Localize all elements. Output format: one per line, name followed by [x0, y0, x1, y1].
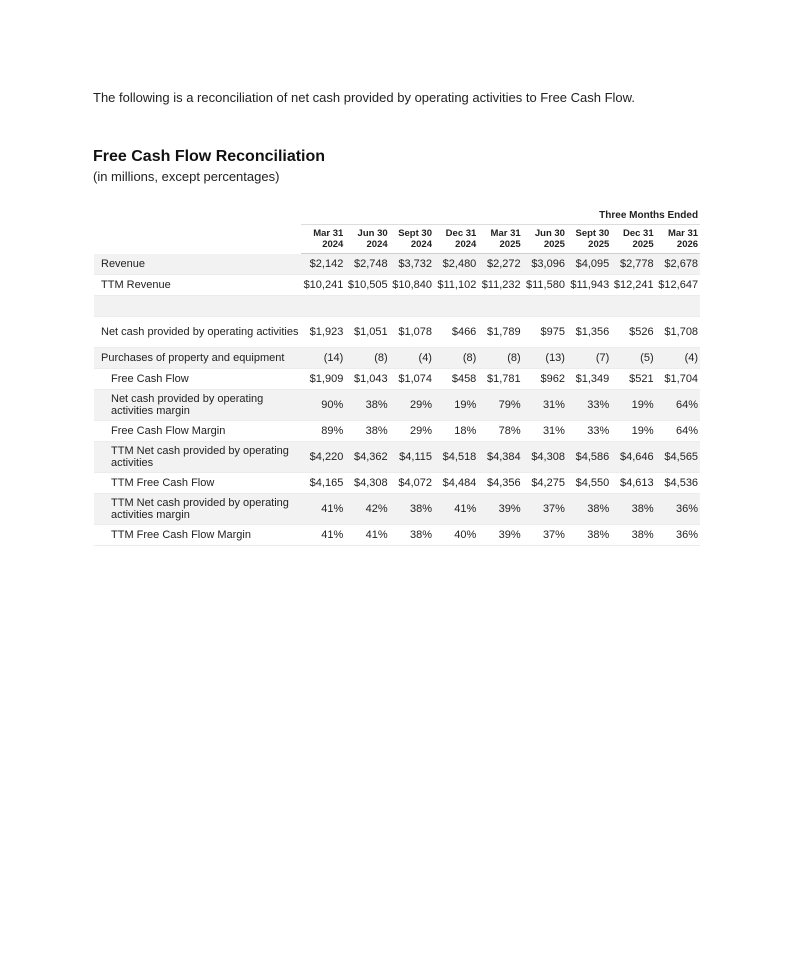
table-cell: [523, 296, 567, 317]
table-cell: [301, 296, 345, 317]
table-cell: 33%: [567, 390, 611, 421]
table-cell: [567, 296, 611, 317]
table-cell: 42%: [345, 494, 389, 525]
table-cell: $521: [611, 369, 655, 390]
table-cell: $1,078: [390, 317, 434, 348]
table-cell: $1,349: [567, 369, 611, 390]
table-cell: $2,480: [434, 254, 478, 275]
column-header-label-spacer: [94, 225, 301, 254]
table-cell: 39%: [478, 494, 522, 525]
table-cell: 38%: [390, 494, 434, 525]
table-cell: $3,732: [390, 254, 434, 275]
row-label: [94, 296, 301, 317]
table-cell: 38%: [567, 525, 611, 546]
table-cell: (4): [390, 348, 434, 369]
group-header-three-months-ended: Three Months Ended: [301, 206, 700, 225]
table-cell: $4,646: [611, 442, 655, 473]
fcf-reconciliation-table-container: [94, 206, 700, 546]
table-cell: $4,550: [567, 473, 611, 494]
table-cell: 19%: [611, 390, 655, 421]
column-header-month: Mar 31: [313, 228, 344, 239]
table-cell: $4,384: [478, 442, 522, 473]
row-label: Free Cash Flow Margin: [94, 421, 301, 442]
table-cell: $2,678: [656, 254, 700, 275]
table-cell: 90%: [301, 390, 345, 421]
column-header: [390, 225, 434, 254]
table-cell: [656, 296, 700, 317]
table-cell: $1,909: [301, 369, 345, 390]
table-cell: $4,308: [523, 442, 567, 473]
table-cell: 79%: [478, 390, 522, 421]
table-cell: $1,789: [478, 317, 522, 348]
column-header-year: 2025: [499, 239, 521, 250]
column-header: [523, 225, 567, 254]
column-header-month: Sept 30: [575, 228, 610, 239]
table-cell: $4,586: [567, 442, 611, 473]
page-title: Free Cash Flow Reconciliation: [93, 148, 326, 165]
intro-text: The following is a reconciliation of net cash provided by operating activities to Free Cash Flow.: [93, 90, 635, 105]
table-cell: 78%: [478, 421, 522, 442]
column-header-year: 2025: [632, 239, 654, 250]
table-cell: 41%: [345, 525, 389, 546]
column-header-month: Jun 30: [357, 228, 388, 239]
table-cell: 41%: [301, 525, 345, 546]
table-cell: $4,095: [567, 254, 611, 275]
table-cell: $4,308: [345, 473, 389, 494]
column-header: [301, 225, 345, 254]
table-cell: 29%: [390, 421, 434, 442]
table-cell: 37%: [523, 525, 567, 546]
table-cell: 31%: [523, 390, 567, 421]
table-cell: 33%: [567, 421, 611, 442]
table-cell: 38%: [345, 390, 389, 421]
table-cell: 36%: [656, 494, 700, 525]
table-cell: $4,613: [611, 473, 655, 494]
table-cell: $10,505: [345, 275, 389, 296]
table-cell: $962: [523, 369, 567, 390]
table-cell: $11,232: [478, 275, 522, 296]
column-header: [567, 225, 611, 254]
row-label: TTM Revenue: [94, 275, 301, 296]
table-cell: $4,165: [301, 473, 345, 494]
table-row-ttm-net-cash-operating-margin: [94, 494, 700, 525]
table-cell: 38%: [567, 494, 611, 525]
column-header: [478, 225, 522, 254]
table-cell: (5): [611, 348, 655, 369]
table-cell: $3,096: [523, 254, 567, 275]
table-cell: $4,362: [345, 442, 389, 473]
table-cell: 38%: [390, 525, 434, 546]
table-cell: (8): [434, 348, 478, 369]
column-header-year: 2025: [588, 239, 610, 250]
table-row-spacer: [94, 296, 700, 317]
table-cell: $466: [434, 317, 478, 348]
table-cell: $4,275: [523, 473, 567, 494]
table-cell: 19%: [611, 421, 655, 442]
table-cell: 38%: [611, 494, 655, 525]
table-cell: $4,484: [434, 473, 478, 494]
table-cell: $11,580: [523, 275, 567, 296]
column-header-year: 2026: [676, 239, 699, 250]
table-cell: $1,051: [345, 317, 389, 348]
table-cell: $1,043: [345, 369, 389, 390]
column-header-year: 2024: [322, 239, 344, 250]
table-cell: $12,241: [611, 275, 655, 296]
table-cell: $4,565: [656, 442, 700, 473]
table-cell: 38%: [345, 421, 389, 442]
table-cell: (13): [523, 348, 567, 369]
row-label: Net cash provided by operating activities: [94, 317, 301, 348]
table-cell: 40%: [434, 525, 478, 546]
table-cell: $2,142: [301, 254, 345, 275]
table-cell: $4,356: [478, 473, 522, 494]
column-header-month: Dec 31: [445, 228, 477, 239]
table-row-purchases-ppe: [94, 348, 700, 369]
row-label: Purchases of property and equipment: [94, 348, 301, 369]
column-header-year: 2024: [410, 239, 432, 250]
table-row-revenue: [94, 254, 700, 275]
table-row-ttm-revenue: [94, 275, 700, 296]
table-cell: [478, 296, 522, 317]
table-cell: $10,840: [390, 275, 434, 296]
column-header-month: Jun 30: [534, 228, 565, 239]
column-header-year: 2024: [366, 239, 388, 250]
column-header-month: Mar 31: [490, 228, 521, 239]
table-cell: 64%: [656, 421, 700, 442]
table-cell: $1,356: [567, 317, 611, 348]
table-cell: (8): [345, 348, 389, 369]
table-cell: $975: [523, 317, 567, 348]
table-cell: [345, 296, 389, 317]
table-row-ttm-net-cash-operating: [94, 442, 700, 473]
table-cell: $1,704: [656, 369, 700, 390]
table-cell: 89%: [301, 421, 345, 442]
table-cell: 31%: [523, 421, 567, 442]
table-cell: 37%: [523, 494, 567, 525]
table-cell: $12,647: [656, 275, 700, 296]
table-cell: $4,536: [656, 473, 700, 494]
column-header-month: Mar 31: [667, 228, 699, 239]
table-cell: 18%: [434, 421, 478, 442]
fcf-reconciliation-table: [94, 206, 700, 546]
column-header-year: 2024: [455, 239, 477, 250]
table-row-free-cash-flow: [94, 369, 700, 390]
column-header-month: Sept 30: [398, 228, 432, 239]
table-cell: (14): [301, 348, 345, 369]
row-label: TTM Net cash provided by operating activities: [94, 442, 301, 473]
table-cell: $4,072: [390, 473, 434, 494]
table-cell: $526: [611, 317, 655, 348]
table-row-ttm-free-cash-flow-margin: [94, 525, 700, 546]
table-cell: 41%: [301, 494, 345, 525]
table-cell: $2,272: [478, 254, 522, 275]
table-cell: $11,102: [434, 275, 478, 296]
table-row-ttm-free-cash-flow: [94, 473, 700, 494]
table-cell: $10,241: [301, 275, 345, 296]
table-cell: [390, 296, 434, 317]
table-cell: $1,923: [301, 317, 345, 348]
table-row-net-cash-operating: [94, 317, 700, 348]
table-cell: (7): [567, 348, 611, 369]
group-header-spacer: [94, 206, 301, 225]
table-row-free-cash-flow-margin: [94, 421, 700, 442]
column-header-year: 2025: [543, 239, 565, 250]
table-cell: 36%: [656, 525, 700, 546]
table-cell: $458: [434, 369, 478, 390]
row-label: Net cash provided by operating activities margin: [94, 390, 301, 421]
table-cell: $4,220: [301, 442, 345, 473]
row-label: Revenue: [94, 254, 301, 275]
table-row-net-cash-operating-margin: [94, 390, 700, 421]
row-label: TTM Free Cash Flow Margin: [94, 525, 301, 546]
row-label: TTM Free Cash Flow: [94, 473, 301, 494]
page-subtitle: (in millions, except percentages): [93, 169, 280, 184]
column-header-month: Dec 31: [622, 228, 654, 239]
table-cell: 39%: [478, 525, 522, 546]
table-cell: 19%: [434, 390, 478, 421]
table-cell: 64%: [656, 390, 700, 421]
group-header-row: [94, 206, 700, 225]
table-cell: (8): [478, 348, 522, 369]
table-cell: [611, 296, 655, 317]
column-header: [656, 225, 700, 254]
table-cell: $1,781: [478, 369, 522, 390]
table-cell: $2,778: [611, 254, 655, 275]
table-cell: 38%: [611, 525, 655, 546]
table-cell: 41%: [434, 494, 478, 525]
column-header: [434, 225, 478, 254]
table-cell: $1,708: [656, 317, 700, 348]
column-header: [611, 225, 655, 254]
table-cell: [434, 296, 478, 317]
table-cell: $1,074: [390, 369, 434, 390]
column-header-row: [94, 225, 700, 254]
row-label: TTM Net cash provided by operating activities margin: [94, 494, 301, 525]
table-cell: (4): [656, 348, 700, 369]
table-cell: $4,115: [390, 442, 434, 473]
table-cell: $4,518: [434, 442, 478, 473]
table-cell: $2,748: [345, 254, 389, 275]
row-label: Free Cash Flow: [94, 369, 301, 390]
table-cell: 29%: [390, 390, 434, 421]
table-cell: $11,943: [567, 275, 611, 296]
column-header: [345, 225, 389, 254]
